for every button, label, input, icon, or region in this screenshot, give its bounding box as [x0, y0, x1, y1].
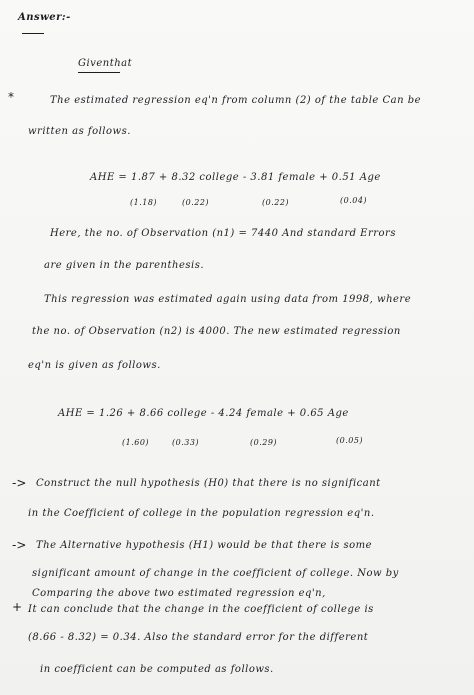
para5-line1: The Alternative hypothesis (H1) would be that there is some: [36, 540, 373, 551]
equation2: AHE = 1.26 + 8.66 college - 4.24 female + 0.65 Age: [58, 408, 349, 419]
answer-heading: Answer:-: [18, 12, 71, 23]
given-underline: [78, 72, 120, 73]
equation1: AHE = 1.87 + 8.32 college - 3.81 female + 0.51 Age: [90, 172, 381, 183]
eq1-se1: (1.18): [130, 198, 158, 207]
para2-line1: Here, the no. of Observation (n1) = 7440 And standard Errors: [50, 228, 396, 239]
para3-line3: eq'n is given as follows.: [28, 360, 161, 371]
para3-line1: This regression was estimated again using data from 1998, where: [44, 294, 412, 305]
eq1-se4: (0.04): [340, 196, 368, 205]
para5-line2: significant amount of change in the coefficient of college. Now by: [32, 568, 399, 579]
heading-underline: [22, 33, 44, 34]
para3-line2: the no. of Observation (n2) is 4000. The new estimated regression: [32, 326, 401, 337]
para1-line1: The estimated regression eq'n from column (2) of the table Can be: [50, 95, 422, 106]
para5-line6: in coefficient can be computed as follows.: [40, 664, 274, 675]
para4-line1: Construct the null hypothesis (H0) that there is no significant: [36, 478, 381, 489]
eq2-se4: (0.05): [336, 436, 364, 445]
para4-line2: in the Coefficient of college in the population regression eq'n.: [28, 508, 375, 519]
arrow-bullet-1: ->: [12, 476, 27, 490]
cross-bullet: +: [12, 600, 23, 614]
para5-line5: (8.66 - 8.32) = 0.34. Also the standard error for the different: [28, 632, 369, 643]
eq2-se1: (1.60): [122, 438, 150, 447]
para2-line2: are given in the parenthesis.: [44, 260, 205, 271]
given-label: Giventhat: [78, 58, 133, 69]
star-bullet: *: [8, 90, 14, 104]
eq2-se2: (0.33): [172, 438, 200, 447]
para5-line4: It can conclude that the change in the coefficient of college is: [28, 604, 374, 615]
para5-line3: Comparing the above two estimated regression eq'n,: [32, 588, 326, 599]
para1-line2: written as follows.: [28, 126, 131, 137]
eq2-se3: (0.29): [250, 438, 278, 447]
eq1-se2: (0.22): [182, 198, 210, 207]
arrow-bullet-2: ->: [12, 538, 27, 552]
eq1-se3: (0.22): [262, 198, 290, 207]
